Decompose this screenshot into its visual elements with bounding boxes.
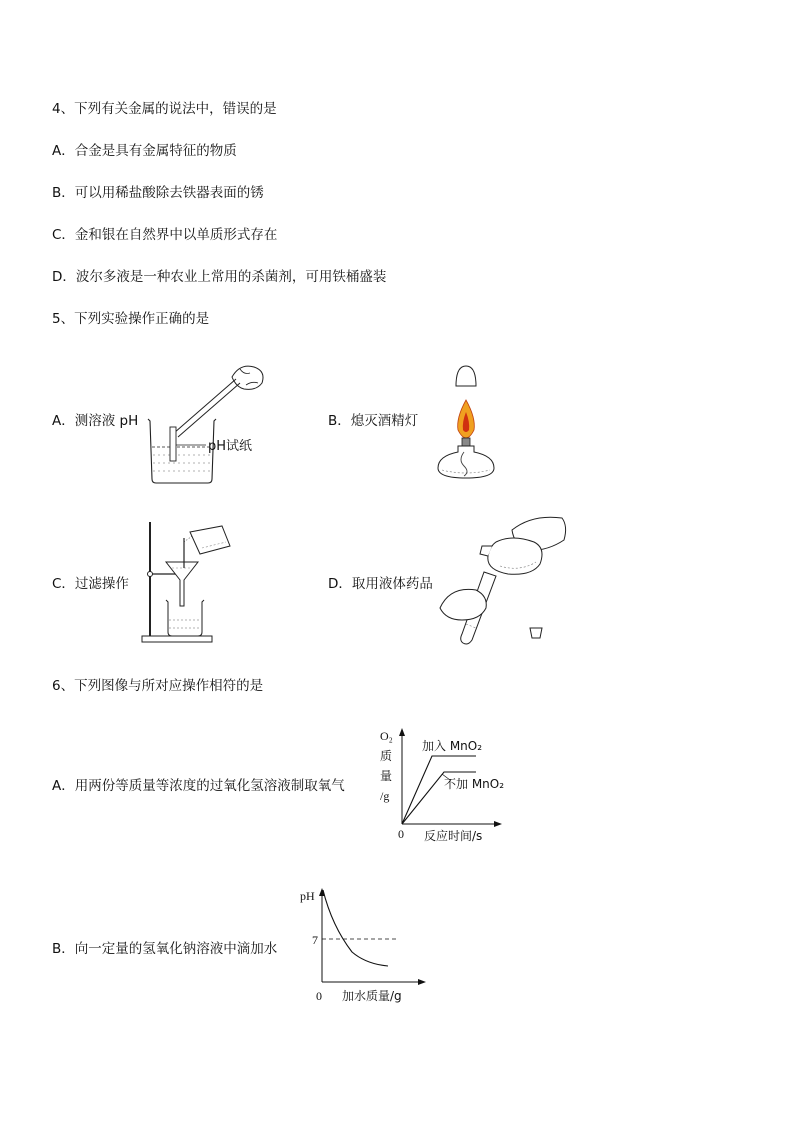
q6-option-a: A．用两份等质量等浓度的过氧化氢溶液制取氧气 [52,778,345,794]
q5-option-c: C．过滤操作 [52,576,129,592]
q5-option-b: B．熄灭酒精灯 [328,413,419,429]
q4-stem: 4、下列有关金属的说法中，错误的是 [52,101,277,117]
ph-paper-label: pH试纸 [208,439,253,454]
q5-option-d: D．取用液体药品 [328,576,433,592]
filtration-illustration [140,518,240,644]
o2-y-label-top: O₂ [380,729,393,743]
o2-origin: 0 [398,827,404,841]
o2-y-label-char-3: /g [380,789,390,803]
ph-origin: 0 [316,989,322,1003]
o2-mass-graph [372,726,522,850]
o2-x-label: 反应时间/s [424,829,483,843]
ph-tick-7: 7 [312,933,318,947]
q4-option-b: B．可以用稀盐酸除去铁器表面的锈 [52,185,264,201]
o2-y-label-char-1: 质 [380,749,393,763]
o2-y-label-char-2: 量 [380,769,393,783]
series-without-mno2: 不加 MnO₂ [444,777,505,791]
q5-stem: 5、下列实验操作正确的是 [52,311,210,327]
series-with-mno2: 加入 MnO₂ [422,739,483,753]
q4-option-c: C．金和银在自然界中以单质形式存在 [52,227,278,243]
ph-x-label: 加水质量/g [342,989,402,1003]
alcohol-lamp-illustration [428,356,504,482]
liquid-pouring-illustration [436,512,576,648]
q4-option-a: A．合金是具有金属特征的物质 [52,143,237,159]
ph-test-illustration [140,355,280,487]
q6-option-b: B．向一定量的氢氧化钠溶液中滴加水 [52,941,278,957]
q4-option-d: D．波尔多液是一种农业上常用的杀菌剂，可用铁桶盛装 [52,269,387,285]
ph-water-graph [296,882,436,1008]
q5-option-a: A．测溶液 pH [52,413,139,429]
q6-stem: 6、下列图像与所对应操作相符的是 [52,678,264,694]
ph-y-label: pH [300,889,315,903]
